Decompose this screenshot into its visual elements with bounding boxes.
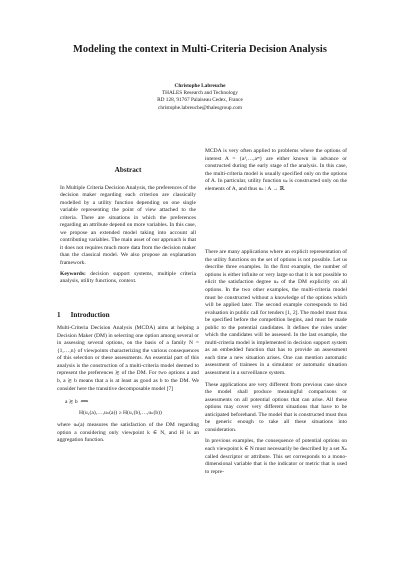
- keywords-text: decision support systems, multiple criteria analysis, utility functions, context.: [60, 270, 196, 285]
- column-gap: [205, 193, 347, 249]
- author-email: christophe.labreuche@thalesgroup.com: [157, 104, 242, 111]
- left-column: [57, 149, 199, 445]
- author-affiliation: THALES Research and Technology: [161, 90, 239, 97]
- section-number: 1: [57, 310, 61, 319]
- equation-main: H(u₁(a),…,uₙ(a)) ≥ H(u₁(b),…,uₙ(b)): [79, 409, 162, 416]
- author-address: RD 128, 91767 Palaiseau Cedex, France: [157, 97, 243, 104]
- right-paragraph-2: There are many applications where an explicit representation of the utility functions on the set of options is not possible. Let us describe three examples. In the first example, the number of options is either infinite or very large so that it is not possible to elicit the satisfaction degree uₖ of the DM explicitly on all options. In the two other examples, the multi-criteria model must be constructed without a knowledge of the options which will be applied later. The second example corresponds to bid evaluation in public call for tenders [1, 2]. The model must thus be specified before the competition begins, and must be made public to the potential candidates. It defines the rules under which the candidates will be assessed. In the last example, the multi-criteria model is implemented in decision support system as an embedded function that has to provide an assessment each time a new situation arises. One can mention automatic assessment of trainees in a simulator or automatic situation assessment in a surveillance system.: [205, 249, 347, 377]
- intro-paragraph-1: Multi-Criteria Decision Analysis (MCDA) aims at helping a Decision Maker (DM) in selecting one option among several or in assessing several options, on the basis of a family N = {1,…,n} of viewpoints characterizing the various consequences of this selection or these assessments. An essential part of this analysis is the construction of a multi-criteria model deemed to represent the preferences ≿ of the DM. For two options a and b, a ≿ b means that a is at least as good as b to the DM. We consider here the transitive decomposable model [7]: [57, 325, 199, 392]
- equation-lhs: [65, 399, 199, 407]
- equation-iff: ⟺: [80, 399, 89, 406]
- section-heading-introduction: [57, 312, 199, 320]
- author-block: [0, 83, 400, 112]
- abstract-body: In Multiple Criteria Decision Analysis, the preferences of the decision maker regarding each criterion are classically modelled by a utility function depending on one single variable representing the point of view attached to the criteria. There are situations in which the preferences regarding an attribute depend on more variables. In this case, we propose an extended model taking into account all contributing variables. The main asset of our approach is that it does not requires much more data from the decision maker than the classical model. We also propose an explanation framework.: [60, 184, 196, 267]
- right-paragraph-1: MCDA is very often applied to problems where the options of interest A = {a¹,…,aᵐ} are either known in advance or constructed during the early stage of the analysis. In this case, the multi-criteria model is usually specified only on the options of A. In particular, utility function uₖ is constructed only on the elements of A, and thus uₖ : A → ℝ.: [205, 148, 347, 192]
- abstract-heading: Abstract: [114, 166, 142, 174]
- right-paragraph-4: In previous examples, the consequence of potential options on each viewpoint k ∈ N must necessarily be described by a set Xₖ called descriptor or attribute. This set corresponds to a mono-dimensional variable that is the indicator or metric that is used to repre-: [205, 438, 347, 475]
- author-name: Christophe Labreuche: [174, 83, 226, 89]
- keywords-label: Keywords:: [60, 270, 86, 277]
- keywords: [57, 271, 199, 286]
- section-title: Introduction: [70, 310, 110, 319]
- right-column: [205, 148, 347, 476]
- equation-premise: a ≿ b: [65, 399, 78, 406]
- right-paragraph-3: These applications are very different from previous case since the model shall produce meaningful comparisons or assessments on all potential options that can arise. All these options may cover very different situations that have to be anticipated beforehand. The model that is constructed must thus be generic enough to take all these situations into consideration.: [205, 381, 347, 433]
- intro-paragraph-2: where uₖ(a) measures the satisfaction of the DM regarding option a considering only viewpoint k ∈ N, and H is an aggregation function.: [57, 422, 199, 444]
- paper-title: Modeling the context in Multi-Criteria Decision Analysis: [73, 44, 327, 55]
